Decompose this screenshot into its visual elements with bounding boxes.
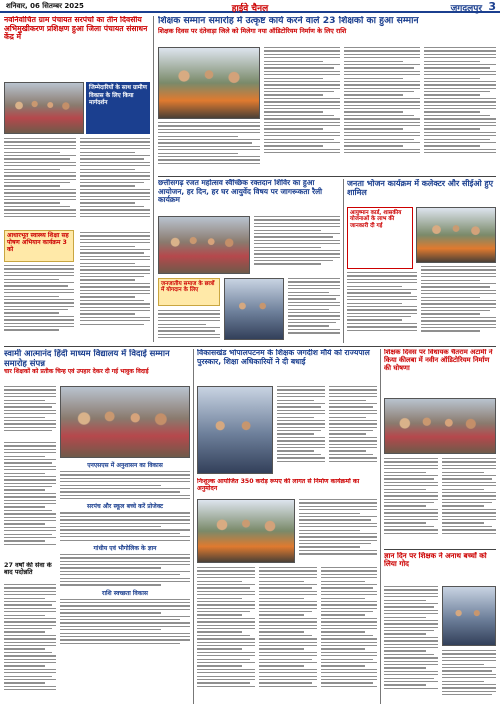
sidebar-box [158, 278, 220, 306]
story-public-meal [347, 179, 496, 205]
news-photo [416, 207, 496, 263]
story-teacher-honour [158, 16, 496, 46]
edition-date: शनिवार, 06 सितम्बर 2025 [6, 2, 84, 10]
article-body-text [321, 567, 377, 704]
story-sarpanch-training [4, 16, 150, 86]
column-rule [380, 349, 381, 704]
article-body-text [259, 567, 317, 704]
news-photo [384, 398, 496, 454]
article-body-text [254, 216, 340, 274]
article-body-text [384, 458, 438, 546]
story-adoption [384, 552, 496, 582]
article-body-text [60, 471, 190, 499]
sidebar-box [4, 230, 74, 262]
section-rule [158, 176, 496, 177]
story-headline: जनता भोजन कार्यक्रम में कलेक्टर और सीईओ हुए शामिल [347, 179, 494, 198]
story-school-farewell [4, 349, 190, 383]
article-body-text [277, 386, 325, 474]
article-body-text [80, 232, 150, 343]
edition-city: जगदलपुर [450, 4, 482, 14]
subhead: एनएसएस में अनुशासन का विकास [87, 462, 163, 469]
article-body-text [299, 499, 377, 563]
article-body-text [197, 567, 255, 704]
article-body-text [60, 599, 190, 644]
news-photo [158, 47, 260, 119]
page-number: 3 [488, 0, 496, 13]
article-body-text [4, 584, 56, 704]
story-blood-donation [158, 179, 340, 213]
column-rule [153, 16, 154, 342]
news-photo [60, 386, 190, 458]
article-body-text [60, 512, 190, 540]
article-body-text [264, 47, 340, 172]
page-header [0, 0, 500, 13]
article-body-text [421, 266, 496, 343]
side-story-headline: 27 वर्षों की सेवा के बाद पदोन्नति [4, 562, 52, 577]
story-kicker: शिक्षक दिवस पर दंतेवाड़ा जिले को मिलेगा नया ऑडिटोरियम निर्माण के लिए राशि [158, 26, 347, 35]
story-teacher-award [197, 349, 377, 383]
story-kicker: निःशुल्क आयोजित 350 करोड़ रूपए की लागत से निर्माण कार्यक्रमों का अनुमोदन [197, 478, 360, 493]
article-body-text [347, 272, 417, 343]
article-body-text [158, 122, 260, 172]
article-body-text [80, 138, 150, 228]
story-kicker: चार शिक्षकों को प्रतीक चिन्ह एवं उपहार देकर दी गई भावुक विदाई [4, 368, 149, 376]
story-headline: शिक्षक दिवस पर विधायक चैतराम अटामी ने किया कीलबा में नवीन ऑडिटोरियम निर्माण की घोषणा [384, 349, 493, 372]
article-body-text [4, 265, 74, 343]
section-rule [4, 346, 496, 347]
highlight-text: आयुष्मान कार्ड, शासकीय योजनाओं के लाभ की जानकारी दी गई [350, 210, 402, 229]
article-body-text [4, 386, 56, 438]
news-photo [4, 82, 84, 134]
news-photo [197, 499, 295, 563]
story-subsections [60, 461, 190, 704]
article-body-text [60, 554, 190, 586]
story-headline: शिक्षक सम्मान समारोह में उत्कृष्ट कार्य करने वाले 23 शिक्षकों का हुआ सम्मान [158, 16, 419, 26]
news-photo [224, 278, 284, 340]
article-body-text [4, 442, 56, 560]
column-rule [343, 179, 344, 343]
article-body-text [344, 47, 420, 172]
side-story [4, 562, 56, 580]
highlight-box [347, 207, 413, 269]
news-photo [158, 216, 250, 274]
story-auditorium [384, 349, 496, 395]
story-highlight-box: जिम्मेदारियों के साथ ग्रामीण विकास के लिए किया मार्गदर्शन [86, 82, 150, 134]
story-headline: छत्तीसगढ़ रजत महोत्सव स्वैच्छिक रक्तदान शिविर का हुआ आयोजन, हर दिन, हर घर आयुर्वेद विषय पर जागरूकता रैली कार्यक्रम [158, 179, 323, 205]
article-body-text [384, 586, 438, 704]
story-headline: नवनिर्वाचित ग्राम पंचायत सरपंचों का तीन दिवसीय अभिमुखीकरण प्रशिक्षण हुआ जिला पंचायत संसाधन केंद्र में [4, 16, 148, 42]
article-body-text [158, 310, 220, 343]
section-rule [384, 549, 496, 550]
subhead: सरपंच और स्कूल बच्चे करें प्रोजेक्ट [86, 503, 164, 511]
column-rule [193, 349, 194, 704]
story-headline: ज्ञान दिन पर शिक्षक ने अनाथ बच्चों को लिया गोद [384, 552, 487, 569]
article-body-text [424, 47, 496, 172]
article-body-text [442, 650, 496, 704]
story-headline: स्वामी आत्मानंद हिंदी माध्यम विद्यालय में विदाई सम्मान समारोह संपन्न [4, 349, 170, 368]
subhead: गांधीय एवं भौगोलिक के ज्ञान [93, 544, 157, 552]
news-photo [197, 386, 273, 474]
story-headline: विकासखंड भोपालपटनम के शिक्षक जगदीश मौर्य को राज्यपाल पुरस्कार, शिक्षा अधिकारियों ने दी बधाई [197, 349, 370, 366]
sidebar-headline: आधारभूत स्वास्थ्य शिक्षा सह पोषण अभियान कार्यक्रम 3 को [7, 232, 69, 253]
subhead: राशि स्वच्छता विकास [102, 589, 148, 597]
article-body-text [329, 386, 377, 474]
story-approval [197, 478, 377, 496]
article-body-text [288, 278, 340, 343]
sidebar-headline: जनजातीय समाज के छात्रों में योगदान के लिए [161, 281, 215, 294]
newspaper-name: हाईवे चैनल [231, 4, 269, 14]
article-body-text [4, 138, 76, 228]
article-body-text [442, 458, 496, 546]
news-photo [442, 586, 496, 646]
